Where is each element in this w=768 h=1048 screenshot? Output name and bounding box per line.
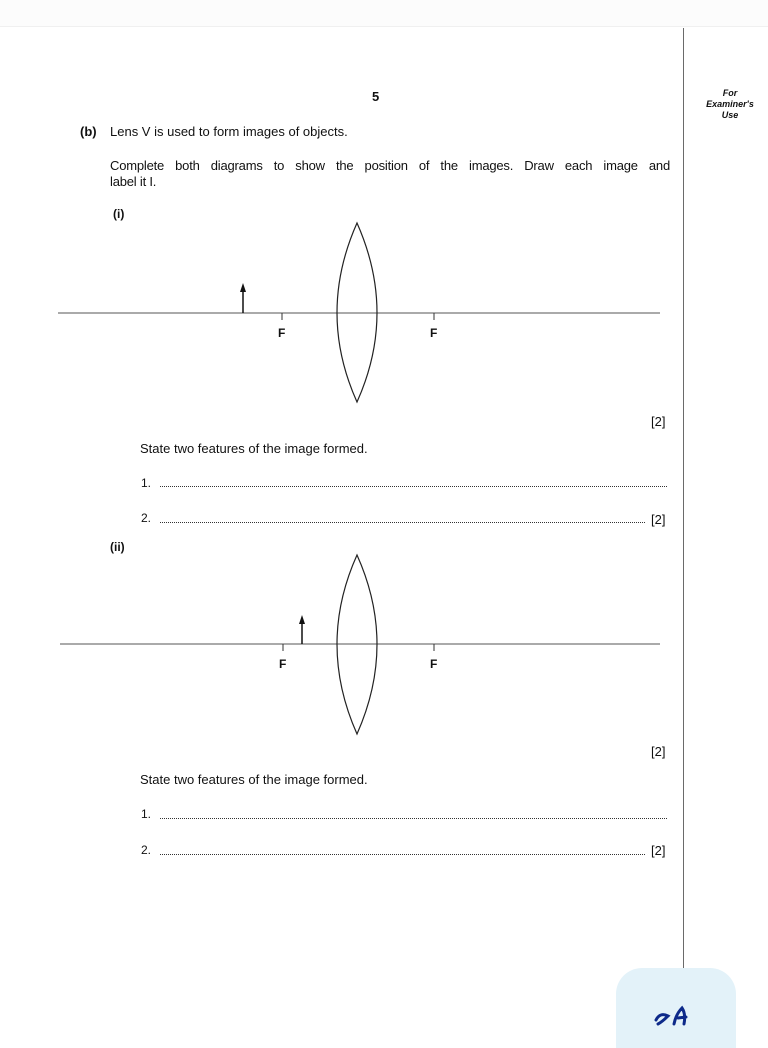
margin-label-line-1: For bbox=[722, 88, 738, 98]
focal-label-left: F bbox=[279, 657, 287, 671]
part-b-label: (b) bbox=[80, 124, 97, 139]
question-text-i: State two features of the image formed. bbox=[140, 441, 368, 456]
answer-number-ii-2: 2. bbox=[141, 843, 152, 857]
answer-number-i-2: 2. bbox=[141, 511, 152, 525]
instruction-line-2: label it I. bbox=[110, 174, 157, 189]
answer-marks-ii: [2] bbox=[651, 843, 666, 858]
diagram-marks-i: [2] bbox=[651, 414, 666, 429]
instruction-line-1: Complete both diagrams to show the position of the images. Draw each image and bbox=[110, 158, 670, 173]
object-arrow-head bbox=[299, 615, 305, 624]
answer-marks-i: [2] bbox=[651, 512, 666, 527]
margin-label-line-2: Examiner's bbox=[706, 99, 754, 109]
focal-label-right: F bbox=[430, 326, 438, 340]
focal-label-right: F bbox=[430, 657, 438, 671]
diagram-marks-ii: [2] bbox=[651, 744, 666, 759]
answer-number-i-1: 1. bbox=[141, 476, 152, 490]
page-number: 5 bbox=[372, 89, 380, 104]
answer-number-ii-1: 1. bbox=[141, 807, 152, 821]
answer-line-ii-2[interactable] bbox=[160, 854, 645, 855]
focal-label-left: F bbox=[278, 326, 286, 340]
part-b-intro: Lens V is used to form images of objects. bbox=[110, 124, 348, 139]
section-i-label: (i) bbox=[113, 207, 125, 221]
answer-line-ii-1[interactable] bbox=[160, 818, 667, 819]
section-ii-label: (ii) bbox=[110, 540, 125, 554]
margin-label-line-3: Use bbox=[721, 110, 739, 120]
handwriting-mark bbox=[652, 1002, 702, 1024]
question-text-ii: State two features of the image formed. bbox=[140, 772, 368, 787]
